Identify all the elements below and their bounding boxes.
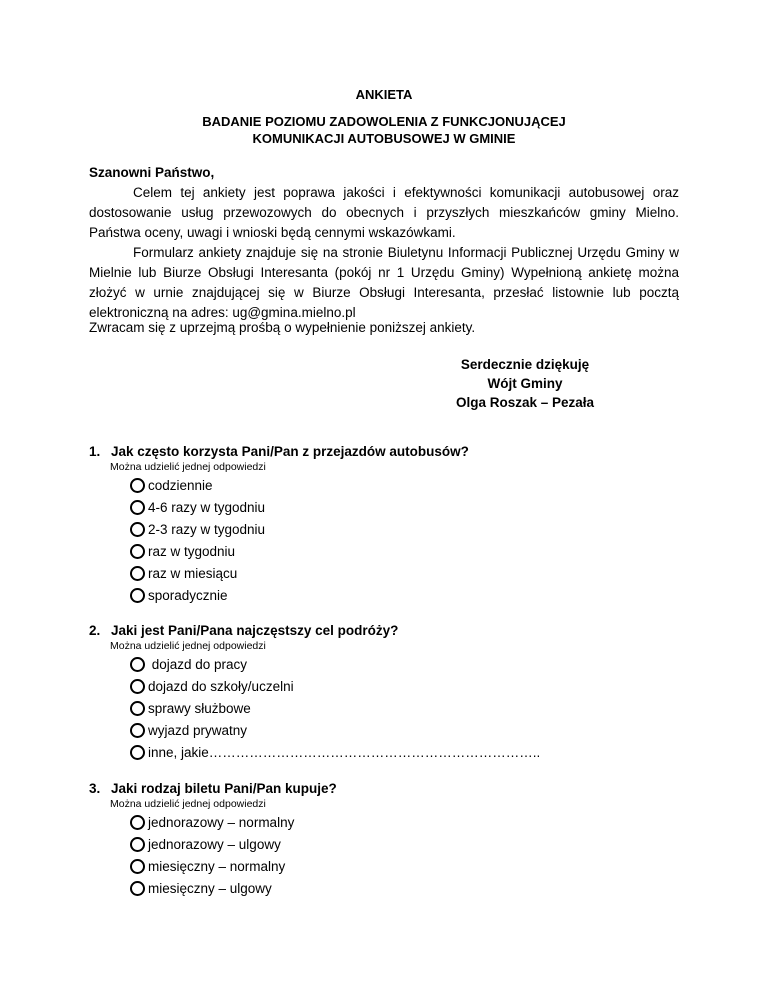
radio-circle-icon[interactable] <box>130 881 145 896</box>
option[interactable]: 2-3 razy w tygodniu <box>130 519 265 541</box>
radio-circle-icon[interactable] <box>130 701 145 716</box>
question-text: Jak często korzysta Pani/Pan z przejazdów autobusów? <box>111 444 469 459</box>
greeting: Szanowni Państwo, <box>89 165 215 180</box>
option[interactable]: miesięczny – ulgowy <box>130 878 294 900</box>
question-number: 2. <box>89 623 101 638</box>
option[interactable]: inne, jakie……………………………………………………………….. <box>130 742 540 764</box>
question-2 <box>89 622 689 640</box>
question-number: 3. <box>89 781 101 796</box>
radio-circle-icon[interactable] <box>130 723 145 738</box>
radio-circle-icon[interactable] <box>130 837 145 852</box>
question-1 <box>89 443 689 461</box>
option[interactable]: sprawy służbowe <box>130 698 540 720</box>
option[interactable]: jednorazowy – ulgowy <box>130 834 294 856</box>
radio-circle-icon[interactable] <box>130 745 145 760</box>
radio-circle-icon[interactable] <box>130 815 145 830</box>
option[interactable]: dojazd do pracy <box>130 654 540 676</box>
intro-paragraph-2: Formularz ankiety znajduje się na stronie Biuletynu Informacji Publicznej Urzędu Gminy w Mielnie lub Biurze Obsługi Interesanta (pokój nr 1 Urzędu Gminy) Wypełnioną ankietę można złożyć w urnie znajdującej się w Biurze Obsługi Interesanta, przesłać listownie lub pocztą elektroniczną na adres: ug@gmina.mielno.pl <box>89 245 679 320</box>
question-text: Jaki jest Pani/Pana najczęstszy cel podróży? <box>111 623 399 638</box>
question-2-note: Można udzielić jednej odpowiedzi <box>110 640 266 652</box>
document-subtitle-line1: BADANIE POZIOMU ZADOWOLENIA Z FUNKCJONUJĄCEJ <box>202 114 566 129</box>
question-number: 1. <box>89 444 101 459</box>
option[interactable]: sporadycznie <box>130 585 265 607</box>
document-title: ANKIETA <box>355 87 413 102</box>
radio-circle-icon[interactable] <box>130 679 145 694</box>
question-1-options <box>130 475 265 607</box>
radio-circle-icon[interactable] <box>130 544 145 559</box>
option[interactable]: dojazd do szkoły/uczelni <box>130 676 540 698</box>
question-text: Jaki rodzaj biletu Pani/Pan kupuje? <box>111 781 337 796</box>
signature-line1: Serdecznie dziękuję <box>460 357 590 372</box>
radio-circle-icon[interactable] <box>130 859 145 874</box>
option[interactable]: raz w miesiącu <box>130 563 265 585</box>
option[interactable]: raz w tygodniu <box>130 541 265 563</box>
intro <box>89 163 679 323</box>
request-text: Zwracam się z uprzejmą prośbą o wypełnienie poniższej ankiety. <box>89 320 476 335</box>
option[interactable]: 4-6 razy w tygodniu <box>130 497 265 519</box>
question-3-options <box>130 812 294 900</box>
option[interactable]: miesięczny – normalny <box>130 856 294 878</box>
radio-circle-icon[interactable] <box>130 657 145 672</box>
radio-circle-icon[interactable] <box>130 500 145 515</box>
radio-circle-icon[interactable] <box>130 522 145 537</box>
document-subtitle-line2: KOMUNIKACJI AUTOBUSOWEJ W GMINIE <box>252 131 516 146</box>
signature-line3: Olga Roszak – Pezała <box>455 395 595 410</box>
question-3 <box>89 780 689 798</box>
option[interactable]: jednorazowy – normalny <box>130 812 294 834</box>
radio-circle-icon[interactable] <box>130 566 145 581</box>
option[interactable]: wyjazd prywatny <box>130 720 540 742</box>
radio-circle-icon[interactable] <box>130 478 145 493</box>
question-2-options <box>130 654 540 764</box>
option[interactable]: codziennie <box>130 475 265 497</box>
question-1-note: Można udzielić jednej odpowiedzi <box>110 461 266 473</box>
intro-paragraph-1: Celem tej ankiety jest poprawa jakości i efektywności komunikacji autobusowej oraz dostosowanie usług przewozowych do obecnych i przyszłych mieszkańców gminy Mielno. Państwa oceny, uwagi i wnioski będą cennymi wskazówkami. <box>89 185 679 240</box>
signature-line2: Wójt Gminy <box>487 376 563 391</box>
radio-circle-icon[interactable] <box>130 588 145 603</box>
question-3-note: Można udzielić jednej odpowiedzi <box>110 798 266 810</box>
